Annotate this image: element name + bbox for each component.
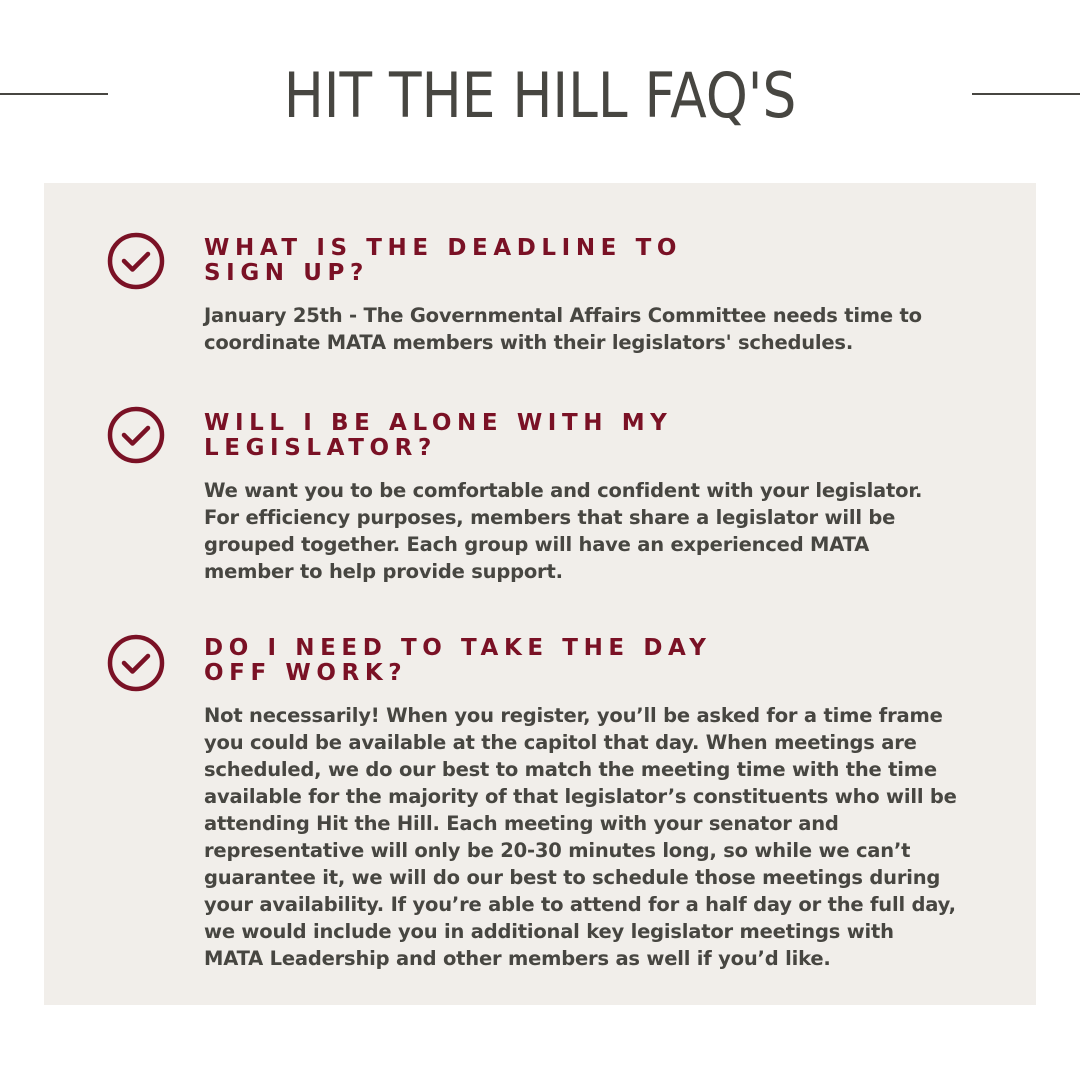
faq-answer — [204, 477, 984, 585]
faq-answer-line: available for the majority of that legislator’s constituents who will be — [204, 785, 957, 808]
faq-answer-line: we would include you in additional key legislator meetings with — [204, 920, 894, 943]
faq-question-line: WILL I BE ALONE WITH MY — [204, 410, 673, 436]
faq-answer-line: MATA Leadership and other members as well if you’d like. — [204, 947, 831, 970]
faq-answer-line: Not necessarily! When you register, you’ll be asked for a time frame — [204, 704, 943, 727]
faq-question-line: LEGISLATOR? — [204, 435, 437, 461]
faq-question — [204, 411, 764, 461]
faq-answer-line: We want you to be comfortable and confident with your legislator. — [204, 479, 923, 502]
faq-answer-line: For efficiency purposes, members that share a legislator will be — [204, 506, 896, 529]
faq-answer — [204, 702, 984, 972]
check-circle-icon — [107, 232, 165, 290]
faq-answer-line: guarantee it, we will do our best to schedule those meetings during — [204, 866, 941, 889]
faq-question — [204, 636, 764, 686]
faq-answer-line: grouped together. Each group will have an experienced MATA — [204, 533, 870, 556]
faq-answer-line: attending Hit the Hill. Each meeting with your senator and — [204, 812, 839, 835]
header-divider-left — [0, 93, 108, 95]
faq-question-line: WHAT IS THE DEADLINE TO — [204, 235, 683, 261]
faq-question — [204, 236, 764, 286]
faq-card — [44, 183, 1036, 1005]
check-circle-icon — [107, 634, 165, 692]
faq-answer — [204, 302, 984, 356]
check-circle-icon — [107, 406, 165, 464]
faq-answer-line: representative will only be 20-30 minutes long, so while we can’t — [204, 839, 911, 862]
page-title: HIT THE HILL FAQ'S — [283, 59, 797, 132]
faq-question-line: OFF WORK? — [204, 660, 408, 686]
header-divider-right — [972, 93, 1080, 95]
faq-question-line: DO I NEED TO TAKE THE DAY — [204, 635, 712, 661]
faq-question-line: SIGN UP? — [204, 260, 369, 286]
faq-answer-line: scheduled, we do our best to match the meeting time with the time — [204, 758, 937, 781]
faq-answer-line: you could be available at the capitol that day. When meetings are — [204, 731, 917, 754]
faq-answer-line: coordinate MATA members with their legislators' schedules. — [204, 331, 854, 354]
faq-answer-line: January 25th - The Governmental Affairs Committee needs time to — [204, 304, 922, 327]
faq-answer-line: your availability. If you’re able to attend for a half day or the full day, — [204, 893, 956, 916]
header — [0, 58, 1080, 138]
faq-answer-line: member to help provide support. — [204, 560, 563, 583]
